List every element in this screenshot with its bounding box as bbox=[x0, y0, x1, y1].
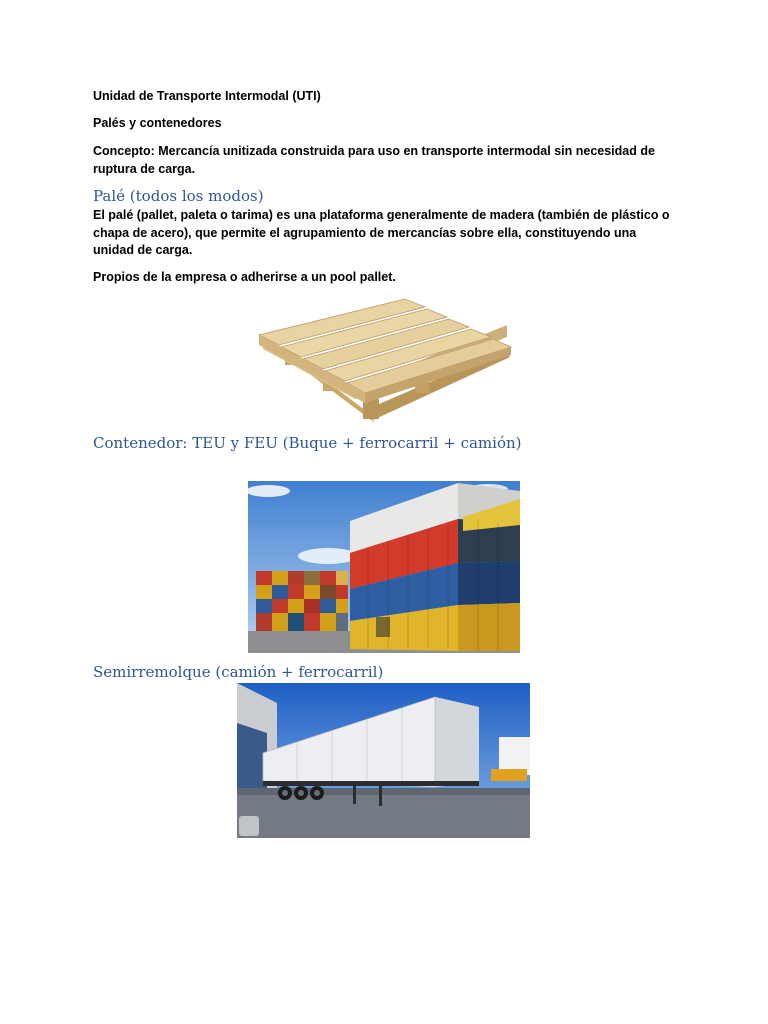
doc-subtitle: Palés y contenedores bbox=[93, 116, 222, 130]
container-heading: Contenedor: TEU y FEU (Buque + ferrocarril + camión) bbox=[93, 434, 522, 452]
pallet-description: El palé (pallet, paleta o tarima) es una plataforma generalmente de madera (también de plástico o chapa de acero), que permite el agrupamiento de mercancías sobre ella, constituyendo una unidad de carga. bbox=[93, 208, 670, 257]
semitrailer-heading: Semirremolque (camión + ferrocarril) bbox=[93, 663, 384, 681]
containers-image bbox=[248, 481, 520, 653]
semitrailer-image bbox=[237, 683, 530, 838]
pallet-note: Propios de la empresa o adherirse a un pool pallet. bbox=[93, 270, 396, 284]
concept-paragraph: Concepto: Mercancía unitizada construida para uso en transporte intermodal sin necesidad de ruptura de carga. bbox=[93, 144, 655, 176]
pallet-image bbox=[255, 295, 513, 423]
doc-title: Unidad de Transporte Intermodal (UTI) bbox=[93, 89, 321, 103]
pallet-heading: Palé (todos los modos) bbox=[93, 187, 264, 205]
